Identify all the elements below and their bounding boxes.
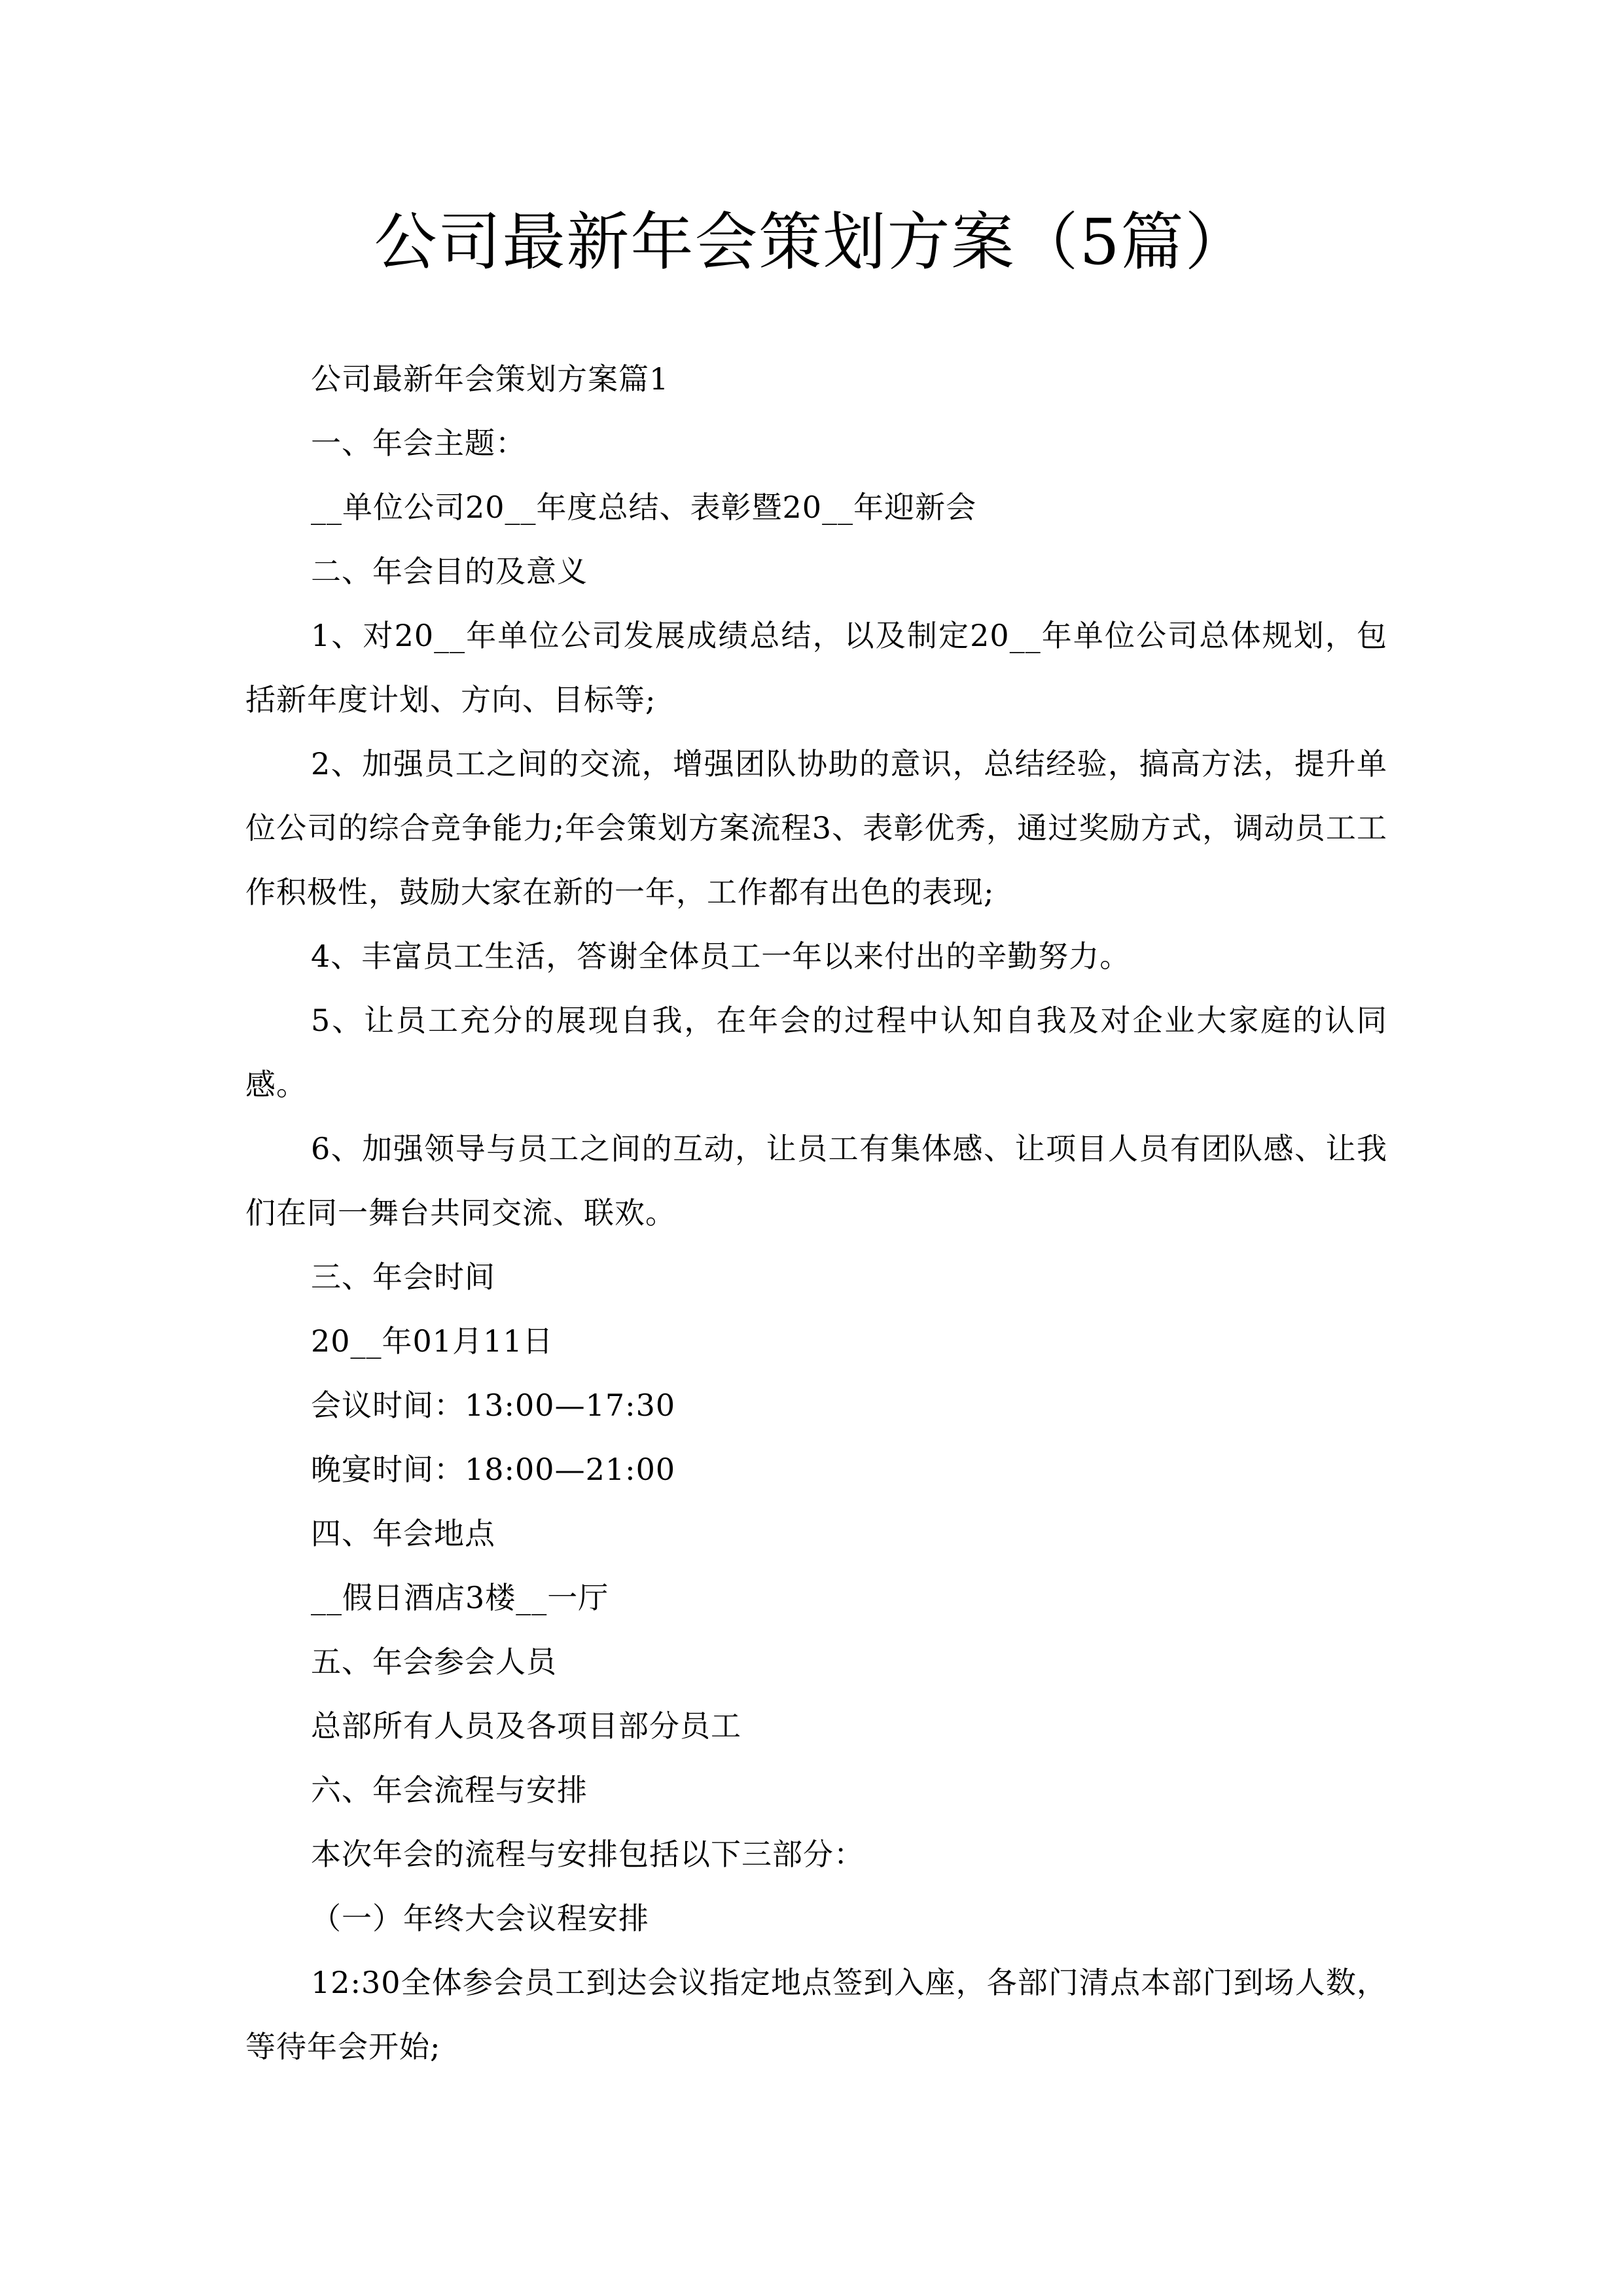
event-date: 20__年01月11日 [311,1323,554,1359]
agenda-intro: 本次年会的流程与安排包括以下三部分： [311,1837,865,1872]
document-body [245,347,1387,2079]
page-title: 公司最新年会策划方案（5篇） [374,206,1249,279]
heading-theme: 一、年会主题： [311,425,526,461]
theme-text: __单位公司20__年度总结、表彰暨20__年迎新会 [311,490,977,525]
heading-attendees: 五、年会参会人员 [311,1644,557,1679]
heading-purpose: 二、年会目的及意义 [311,554,588,589]
attendees-text: 总部所有人员及各项目部分员工 [311,1708,741,1744]
section-subtitle: 公司最新年会策划方案篇1 [311,361,669,397]
agenda-part-1-heading: （一）年终大会议程安排 [311,1901,649,1936]
purpose-item-2: 2、加强员工之间的交流，增强团队协助的意识，总结经验，搞高方法，提升单位公司的综合竞争能力;年会策划方案流程3、表彰优秀，通过奖励方式，调动员工工作积极性，鼓励大家在新的一年，工作都有出色的表现; [245,746,1387,910]
purpose-item-5: 5、让员工充分的展现自我，在年会的过程中认知自我及对企业大家庭的认同感。 [245,1003,1387,1102]
purpose-item-6: 6、加强领导与员工之间的互动，让员工有集体感、让项目人员有团队感、让我们在同一舞台共同交流、联欢。 [245,1131,1387,1230]
meeting-time: 会议时间：13:00—17:30 [311,1388,676,1423]
purpose-item-1: 1、对20__年单位公司发展成绩总结，以及制定20__年单位公司总体规划，包括新年度计划、方向、目标等; [245,618,1387,717]
location-text: __假日酒店3楼__一厅 [311,1580,609,1615]
heading-agenda: 六、年会流程与安排 [311,1772,588,1808]
dinner-time: 晚宴时间：18:00—21:00 [311,1452,676,1487]
purpose-item-4: 4、丰富员工生活，答谢全体员工一年以来付出的辛勤努力。 [311,939,1131,974]
heading-time: 三、年会时间 [311,1259,495,1295]
agenda-item-1230: 12:30全体参会员工到达会议指定地点签到入座，各部门清点本部门到场人数，等待年会开始; [245,1965,1387,2064]
heading-location: 四、年会地点 [311,1516,495,1551]
